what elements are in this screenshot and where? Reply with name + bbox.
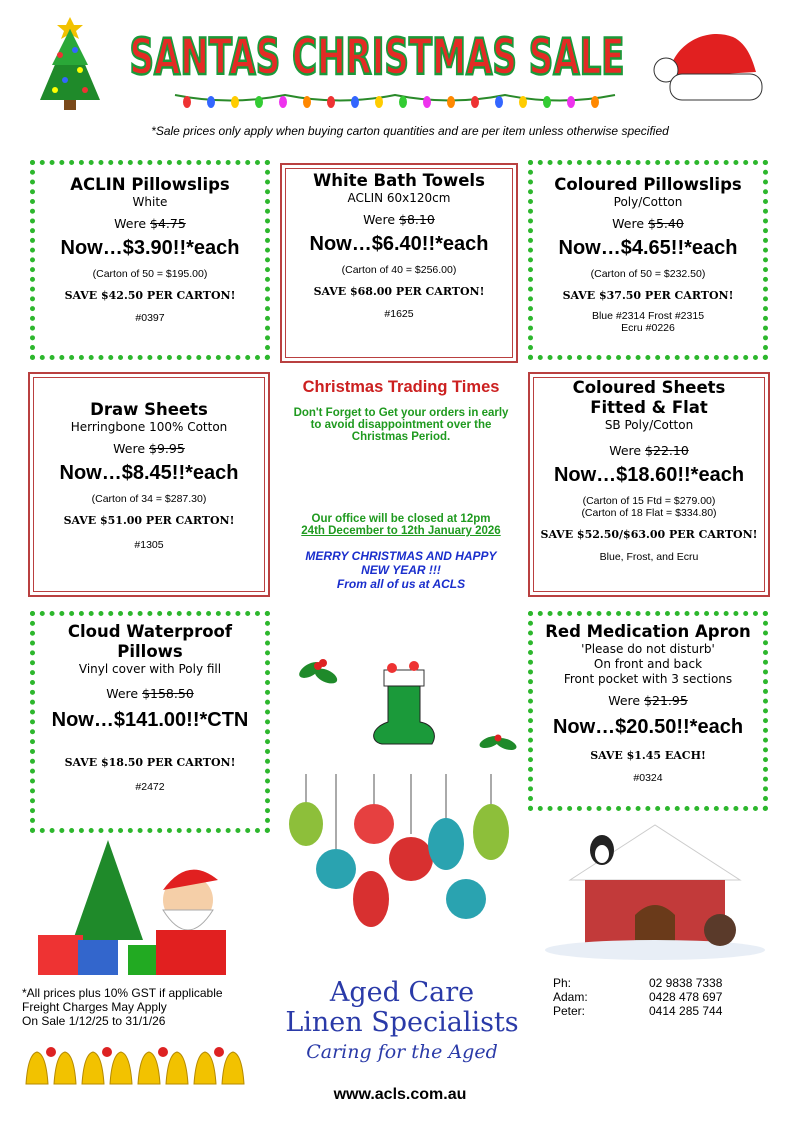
light-bulb (351, 96, 359, 108)
was-price: Were $22.10 (609, 443, 689, 458)
logo-line-1: Aged Care (329, 977, 475, 1008)
sale-title (125, 6, 630, 101)
product-code: #1625 (384, 308, 414, 320)
was-price: Were $8.10 (363, 212, 435, 227)
product-desc: Vinyl cover with Poly fill (78, 662, 222, 676)
product-card-cloud-pillows (30, 611, 270, 833)
light-bulb (375, 96, 383, 108)
contact-value: 02 9838 7338 (649, 976, 723, 990)
product-card-coloured-pillowslips (528, 160, 768, 360)
logo-tagline: Caring for the Aged (306, 1041, 498, 1063)
product-desc-3: Front pocket with 3 sections (563, 672, 733, 686)
product-desc: White (132, 195, 168, 209)
product-code: #1305 (134, 539, 164, 551)
save-text: SAVE $18.50 PER CARTON! (64, 756, 236, 769)
light-bulb (207, 96, 215, 108)
bell (110, 1052, 132, 1084)
santa-hat-icon (648, 22, 773, 107)
product-desc: 'Please do not disturb' (581, 642, 715, 656)
save-text: SAVE $1.45 EACH! (590, 749, 706, 762)
product-code: Blue, Frost, and Ecru (599, 551, 699, 563)
now-price: Now…$141.00!!*CTN (51, 709, 249, 731)
light-bulb (447, 96, 455, 108)
baubles-icon (286, 774, 522, 944)
save-text: SAVE $51.00 PER CARTON! (63, 514, 235, 527)
was-price: Were $158.50 (106, 686, 194, 701)
now-price: Now…$4.65!!*each (558, 237, 738, 259)
product-code: #2472 (135, 781, 165, 793)
bell (26, 1052, 48, 1084)
product-name-2: Fitted & Flat (590, 398, 708, 417)
office-closed-text: Our office will be closed at 12pm (311, 513, 491, 525)
bell (54, 1052, 76, 1084)
bell (222, 1052, 244, 1084)
light-bulb (399, 96, 407, 108)
now-price: Now…$6.40!!*each (309, 233, 489, 255)
save-text: SAVE $68.00 PER CARTON! (313, 285, 485, 298)
logo-line-2: Linen Specialists (285, 1007, 519, 1038)
contact-label: Ph: (553, 976, 572, 990)
contact-table (553, 976, 722, 1018)
bells-icon (22, 1044, 254, 1092)
product-desc-2: On front and back (593, 657, 703, 671)
bell (194, 1052, 216, 1084)
greeting-from: From all of us at ACLS (336, 577, 466, 591)
bow (214, 1047, 224, 1057)
company-logo (262, 978, 542, 1066)
was-price: Were $4.75 (114, 216, 186, 231)
save-text: SAVE $52.50/$63.00 PER CARTON! (540, 528, 758, 541)
carton-price: (Carton of 50 = $195.00) (92, 268, 208, 280)
bow (102, 1047, 112, 1057)
santa-icon (38, 840, 258, 975)
carton-price: (Carton of 34 = $287.30) (91, 493, 207, 505)
light-bulb (567, 96, 575, 108)
now-price: Now…$8.45!!*each (59, 462, 239, 484)
light-bulb (495, 96, 503, 108)
product-code: #0397 (135, 312, 165, 324)
light-bulb (519, 96, 527, 108)
contact-row (553, 990, 722, 1004)
save-text: SAVE $42.50 PER CARTON! (64, 289, 236, 302)
carton-price: (Carton of 15 Ftd = $279.00) (582, 495, 716, 507)
product-code: Blue #2314 Frost #2315 (591, 310, 705, 322)
bell (82, 1052, 104, 1084)
product-card-coloured-sheets (528, 372, 770, 597)
trading-times-heading: Christmas Trading Times (302, 378, 500, 396)
light-bulb (279, 96, 287, 108)
bow (46, 1047, 56, 1057)
product-desc: Poly/Cotton (613, 195, 683, 209)
now-price: Now…$3.90!!*each (60, 237, 240, 259)
light-bulb (255, 96, 263, 108)
trading-times (282, 378, 520, 591)
product-code: #0324 (633, 772, 663, 784)
product-name: Red Medication Apron (545, 622, 751, 641)
product-desc: ACLIN 60x120cm (347, 191, 451, 205)
contact-value: 0428 478 697 (649, 990, 723, 1004)
holly-icon (296, 648, 341, 693)
product-name: White Bath Towels (313, 171, 485, 190)
product-name: Coloured Sheets (572, 378, 726, 397)
product-name: ACLIN Pillowslips (70, 175, 230, 194)
contact-label: Adam: (553, 990, 588, 1004)
christmas-tree-icon (30, 15, 110, 115)
product-name: Cloud Waterproof (67, 622, 233, 641)
title-text: SANTAS CHRISTMAS SALE (129, 28, 625, 86)
footer-notes (22, 986, 223, 1028)
light-bulb (423, 96, 431, 108)
was-price: Were $21.95 (608, 693, 688, 708)
light-bulb (543, 96, 551, 108)
light-bulb (471, 96, 479, 108)
contact-value: 0414 285 744 (649, 1004, 723, 1018)
contact-row (553, 1004, 722, 1018)
now-price: Now…$20.50!!*each (552, 716, 744, 738)
freight-note: Freight Charges May Apply (22, 1000, 167, 1014)
sale-note: *Sale prices only apply when buying carton quantities and are per item unless otherwise specified (151, 124, 669, 138)
save-text: SAVE $37.50 PER CARTON! (562, 289, 734, 302)
penguin-house-icon (540, 820, 770, 960)
website-link[interactable]: www.acls.com.au (333, 1086, 467, 1103)
bow (158, 1047, 168, 1057)
contact-row (553, 976, 722, 990)
product-name: Coloured Pillowslips (554, 175, 742, 194)
light-bulb (591, 96, 599, 108)
carton-price: (Carton of 40 = $256.00) (341, 264, 457, 276)
string-lights-icon (175, 90, 615, 112)
bell (166, 1052, 188, 1084)
light-bulb (327, 96, 335, 108)
was-price: Were $5.40 (612, 216, 684, 231)
sale-dates: On Sale 1/12/25 to 31/1/26 (22, 1014, 166, 1028)
greeting-text: MERRY CHRISTMAS AND HAPPY NEW YEAR !!! (305, 549, 497, 577)
product-card-bath-towels (280, 163, 518, 363)
bell (138, 1052, 160, 1084)
product-code-2: Ecru #0226 (621, 322, 675, 334)
product-desc: Herringbone 100% Cotton (70, 420, 228, 434)
now-price: Now…$18.60!!*each (553, 464, 745, 486)
order-early-text: Don't Forget to Get your orders in early to avoid disappointment over the Christmas Period. (293, 407, 509, 443)
carton-price-2: (Carton of 18 Flat = $334.80) (581, 507, 717, 519)
product-name: Draw Sheets (90, 400, 208, 419)
product-desc: SB Poly/Cotton (604, 418, 694, 432)
light-bulb (183, 96, 191, 108)
carton-price: (Carton of 50 = $232.50) (590, 268, 706, 280)
light-bulb (231, 96, 239, 108)
product-card-draw-sheets (28, 372, 270, 597)
stocking-icon (362, 662, 452, 757)
light-bulb (303, 96, 311, 108)
was-price: Were $9.95 (113, 441, 185, 456)
holly-icon-2 (478, 726, 518, 758)
product-card-aclin-pillowslips (30, 160, 270, 360)
gst-note: *All prices plus 10% GST if applicable (22, 986, 223, 1000)
closed-dates: 24th December to 12th January 2026 (301, 525, 501, 537)
contact-label: Peter: (553, 1004, 586, 1018)
product-card-medication-apron (528, 611, 768, 811)
product-name-2: Pillows (117, 642, 183, 661)
